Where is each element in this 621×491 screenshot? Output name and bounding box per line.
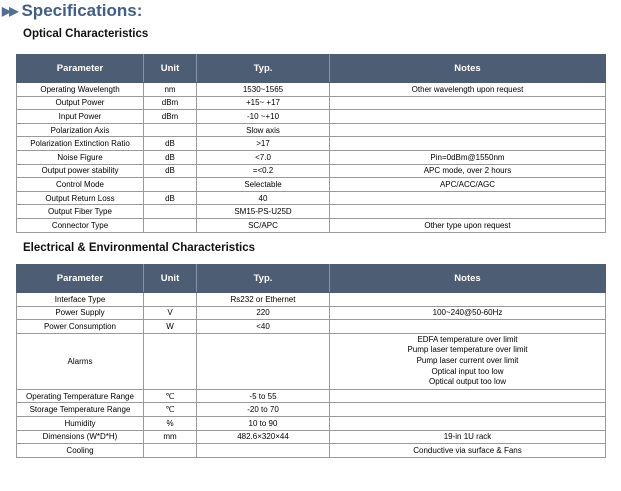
page-title-text: Specifications: bbox=[21, 1, 143, 20]
table-row bbox=[17, 293, 606, 307]
cell-parameter: Alarms bbox=[17, 333, 144, 389]
header-notes: Notes bbox=[330, 265, 606, 293]
cell-parameter: Output Fiber Type bbox=[17, 205, 144, 219]
cell-parameter: Input Power bbox=[17, 110, 144, 124]
table-row bbox=[17, 137, 606, 151]
section-title-optical: Optical Characteristics bbox=[23, 28, 149, 40]
cell-typ: SM15-PS-U25D bbox=[197, 205, 330, 219]
table-row bbox=[17, 403, 606, 417]
cell-typ: =<0.2 bbox=[197, 164, 330, 178]
alarm-note: Optical output too low bbox=[429, 377, 506, 387]
cell-typ: 1530~1565 bbox=[197, 83, 330, 97]
cell-unit bbox=[144, 444, 197, 458]
cell-unit: dBm bbox=[144, 96, 197, 110]
table-row bbox=[17, 389, 606, 403]
table-row-alarms bbox=[17, 333, 606, 389]
cell-unit: dB bbox=[144, 164, 197, 178]
cell-unit: dBm bbox=[144, 110, 197, 124]
cell-notes: Other type upon request bbox=[330, 218, 606, 232]
cell-unit: dB bbox=[144, 137, 197, 151]
cell-notes bbox=[330, 320, 606, 334]
cell-notes: 19-in 1U rack bbox=[330, 430, 606, 444]
cell-parameter: Power Consumption bbox=[17, 320, 144, 334]
cell-notes: APC mode, over 2 hours bbox=[330, 164, 606, 178]
cell-parameter: Output power stability bbox=[17, 164, 144, 178]
cell-notes bbox=[330, 137, 606, 151]
header-typ: Typ. bbox=[197, 55, 330, 83]
header-unit: Unit bbox=[144, 55, 197, 83]
table-row bbox=[17, 416, 606, 430]
alarms-body bbox=[17, 333, 606, 389]
alarm-note: Optical input too low bbox=[431, 366, 504, 376]
cell-unit: ℃ bbox=[144, 403, 197, 417]
alarm-note: Pump laser temperature over limit bbox=[407, 345, 528, 355]
cell-parameter: Output Return Loss bbox=[17, 191, 144, 205]
cell-parameter: Noise Figure bbox=[17, 150, 144, 164]
table-row bbox=[17, 123, 606, 137]
page-title bbox=[2, 1, 142, 21]
cell-notes: Other wavelength upon request bbox=[330, 83, 606, 97]
electrical-table-body-top bbox=[17, 293, 606, 334]
cell-typ bbox=[197, 333, 330, 389]
cell-typ: <40 bbox=[197, 320, 330, 334]
double-chevron-right-icon: ▶▶ bbox=[2, 4, 17, 18]
electrical-spec-table bbox=[16, 264, 606, 458]
table-row bbox=[17, 110, 606, 124]
cell-typ: SC/APC bbox=[197, 218, 330, 232]
cell-notes: Conductive via surface & Fans bbox=[330, 444, 606, 458]
cell-typ: 482.6×320×44 bbox=[197, 430, 330, 444]
table-row bbox=[17, 218, 606, 232]
electrical-table-body-bottom bbox=[17, 389, 606, 457]
table-row bbox=[17, 205, 606, 219]
cell-unit: mm bbox=[144, 430, 197, 444]
cell-notes bbox=[330, 96, 606, 110]
cell-typ: Rs232 or Ethernet bbox=[197, 293, 330, 307]
table-row bbox=[17, 83, 606, 97]
cell-typ: Selectable bbox=[197, 178, 330, 192]
cell-notes: APC/ACC/AGC bbox=[330, 178, 606, 192]
cell-typ: +15~ +17 bbox=[197, 96, 330, 110]
table-header-row bbox=[17, 265, 606, 293]
cell-typ: -10 ~+10 bbox=[197, 110, 330, 124]
cell-parameter: Operating Wavelength bbox=[17, 83, 144, 97]
cell-notes bbox=[330, 293, 606, 307]
cell-unit: % bbox=[144, 416, 197, 430]
header-notes: Notes bbox=[330, 55, 606, 83]
cell-typ: 40 bbox=[197, 191, 330, 205]
table-row bbox=[17, 150, 606, 164]
cell-typ: >17 bbox=[197, 137, 330, 151]
table-row bbox=[17, 178, 606, 192]
table-row bbox=[17, 444, 606, 458]
cell-unit bbox=[144, 205, 197, 219]
cell-unit: ℃ bbox=[144, 389, 197, 403]
cell-unit: W bbox=[144, 320, 197, 334]
cell-unit bbox=[144, 123, 197, 137]
cell-notes bbox=[330, 123, 606, 137]
cell-parameter: Output Power bbox=[17, 96, 144, 110]
cell-typ: 10 to 90 bbox=[197, 416, 330, 430]
cell-unit: dB bbox=[144, 191, 197, 205]
cell-unit: V bbox=[144, 306, 197, 320]
cell-notes bbox=[330, 403, 606, 417]
table-row bbox=[17, 96, 606, 110]
cell-unit: dB bbox=[144, 150, 197, 164]
cell-typ: 220 bbox=[197, 306, 330, 320]
cell-parameter: Cooling bbox=[17, 444, 144, 458]
cell-parameter: Polarization Axis bbox=[17, 123, 144, 137]
cell-notes bbox=[330, 416, 606, 430]
header-parameter: Parameter bbox=[17, 265, 144, 293]
cell-notes-alarms bbox=[330, 333, 606, 389]
cell-unit bbox=[144, 333, 197, 389]
cell-typ: -20 to 70 bbox=[197, 403, 330, 417]
optical-table-body bbox=[17, 83, 606, 233]
cell-parameter: Dimensions (W*D*H) bbox=[17, 430, 144, 444]
cell-parameter: Polarization Extinction Ratio bbox=[17, 137, 144, 151]
cell-parameter: Operating Temperature Range bbox=[17, 389, 144, 403]
table-row bbox=[17, 430, 606, 444]
cell-notes: 100~240@50-60Hz bbox=[330, 306, 606, 320]
table-row bbox=[17, 164, 606, 178]
cell-parameter: Control Mode bbox=[17, 178, 144, 192]
optical-spec-table bbox=[16, 54, 606, 233]
cell-notes bbox=[330, 389, 606, 403]
cell-notes: Pin=0dBm@1550nm bbox=[330, 150, 606, 164]
cell-unit bbox=[144, 218, 197, 232]
header-typ: Typ. bbox=[197, 265, 330, 293]
header-parameter: Parameter bbox=[17, 55, 144, 83]
table-row bbox=[17, 306, 606, 320]
cell-typ: Slow axis bbox=[197, 123, 330, 137]
cell-parameter: Interface Type bbox=[17, 293, 144, 307]
cell-typ: -5 to 55 bbox=[197, 389, 330, 403]
cell-parameter: Connector Type bbox=[17, 218, 144, 232]
cell-unit: nm bbox=[144, 83, 197, 97]
cell-unit bbox=[144, 178, 197, 192]
cell-unit bbox=[144, 293, 197, 307]
cell-notes bbox=[330, 191, 606, 205]
cell-parameter: Storage Temperature Range bbox=[17, 403, 144, 417]
alarm-note: EDFA temperature over limit bbox=[417, 334, 518, 344]
table-header-row bbox=[17, 55, 606, 83]
cell-parameter: Power Supply bbox=[17, 306, 144, 320]
table-row bbox=[17, 320, 606, 334]
cell-parameter: Humidity bbox=[17, 416, 144, 430]
alarm-note: Pump laser current over limit bbox=[416, 355, 519, 365]
section-title-electrical: Electrical & Environmental Characteristics bbox=[23, 242, 256, 254]
cell-typ: <7.0 bbox=[197, 150, 330, 164]
cell-notes bbox=[330, 205, 606, 219]
cell-typ bbox=[197, 444, 330, 458]
table-row bbox=[17, 191, 606, 205]
cell-notes bbox=[330, 110, 606, 124]
header-unit: Unit bbox=[144, 265, 197, 293]
